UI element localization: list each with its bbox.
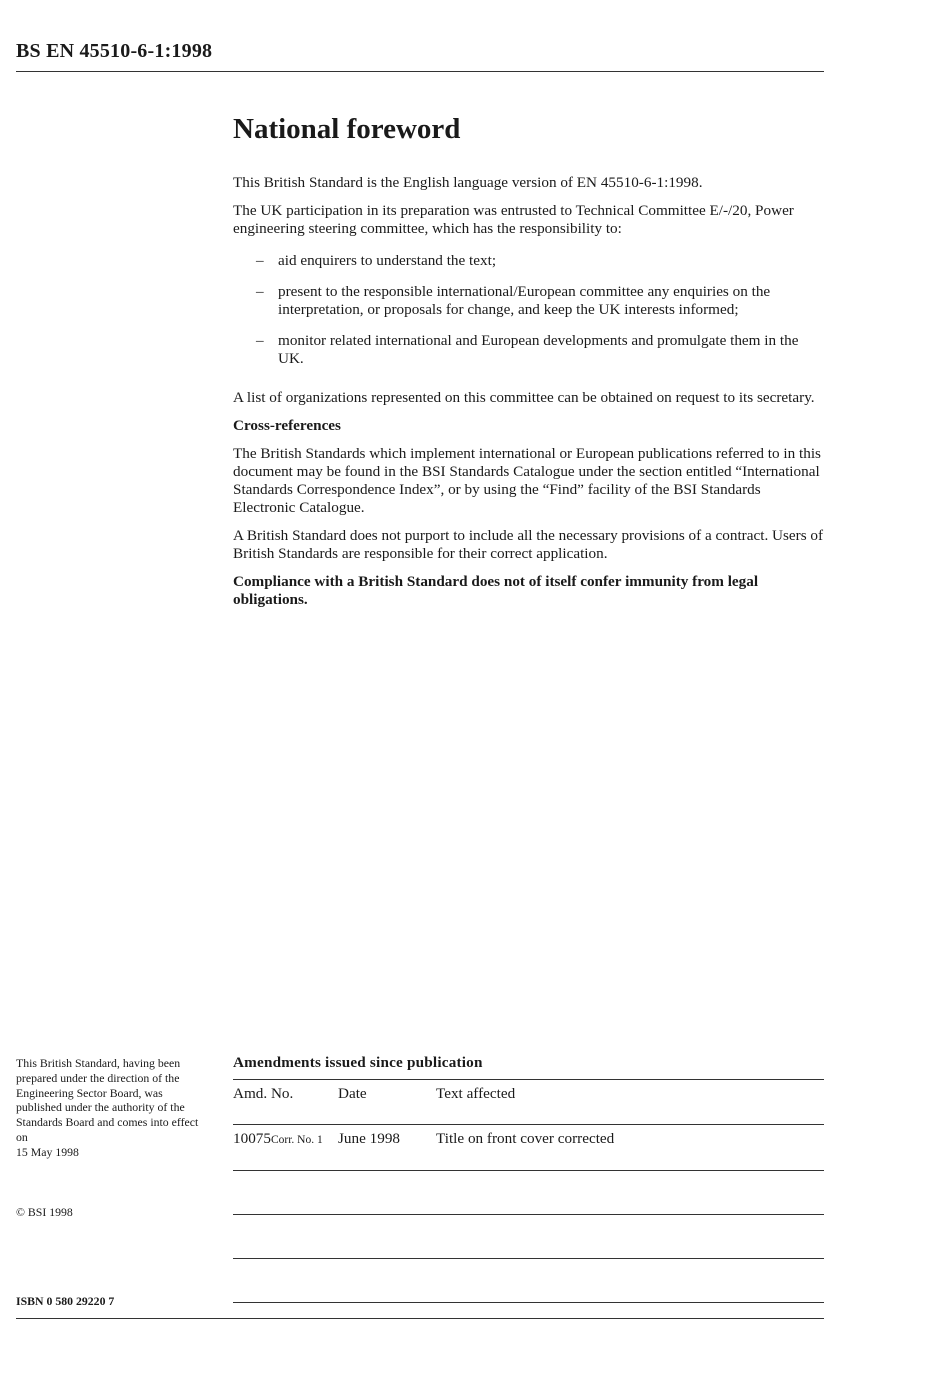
column-header-date: Date — [338, 1085, 367, 1102]
amd-note: Corr. No. 1 — [270, 1134, 323, 1146]
publication-note-text: This British Standard, having been prepared under the direction of the Engineering Sector Board, was published under the authority of the Standards Board and comes into effect on — [16, 1056, 199, 1144]
header-divider — [16, 71, 824, 72]
table-row-text-affected: Title on front cover corrected — [436, 1130, 615, 1147]
responsibilities-list — [233, 252, 826, 368]
publication-note — [16, 1056, 211, 1160]
table-row-amd-no — [233, 1130, 323, 1149]
cross-references-paragraph: The British Standards which implement international or European publications referred to in this document may be found in the BSI Standards Catalogue under the section entitled “International Standards Correspondence Index”, or by using the “Find” facility of the BSI Standards Electronic Catalogue. — [233, 445, 821, 516]
participation-paragraph: The UK participation in its preparation was entrusted to Technical Committee E/-/20, Power engineering steering committee, which has the responsibility to: — [233, 202, 794, 237]
table-rule — [233, 1170, 824, 1171]
national-foreword-section — [233, 108, 826, 619]
list-item: – monitor related international and European developments and promulgate them in the UK. — [278, 332, 826, 368]
list-item: – aid enquirers to understand the text; — [278, 252, 826, 270]
table-rule — [233, 1258, 824, 1259]
copyright-notice: © BSI 1998 — [16, 1205, 73, 1219]
column-header-amd-no: Amd. No. — [233, 1085, 294, 1102]
table-row-date: June 1998 — [338, 1130, 401, 1147]
table-rule — [233, 1124, 824, 1125]
intro-paragraph: This British Standard is the English language version of EN 45510-6-1:1998. — [233, 174, 703, 191]
column-header-text-affected: Text affected — [436, 1085, 516, 1102]
organizations-paragraph: A list of organizations represented on this committee can be obtained on request to its secretary. — [233, 389, 815, 406]
amendments-title: Amendments issued since publication — [233, 1054, 483, 1071]
table-rule — [233, 1079, 824, 1080]
amd-number: 10075 — [233, 1130, 271, 1147]
list-item: – present to the responsible international/European committee any enquiries on the interpretation, or proposals for change, and keep the UK interests informed; — [278, 283, 826, 319]
table-rule — [233, 1302, 824, 1303]
document-code: BS EN 45510-6-1:1998 — [16, 40, 213, 62]
contract-paragraph: A British Standard does not purport to include all the necessary provisions of a contract. Users of British Standards are responsible for their correct application. — [233, 527, 824, 562]
cross-references-heading: Cross-references — [233, 417, 341, 434]
footer-divider — [16, 1318, 824, 1319]
isbn: ISBN 0 580 29220 7 — [16, 1294, 115, 1308]
compliance-notice: Compliance with a British Standard does not of itself confer immunity from legal obligations. — [233, 573, 759, 608]
effective-date: 15 May 1998 — [16, 1144, 79, 1159]
page-title: National foreword — [233, 113, 461, 145]
table-rule — [233, 1214, 824, 1215]
